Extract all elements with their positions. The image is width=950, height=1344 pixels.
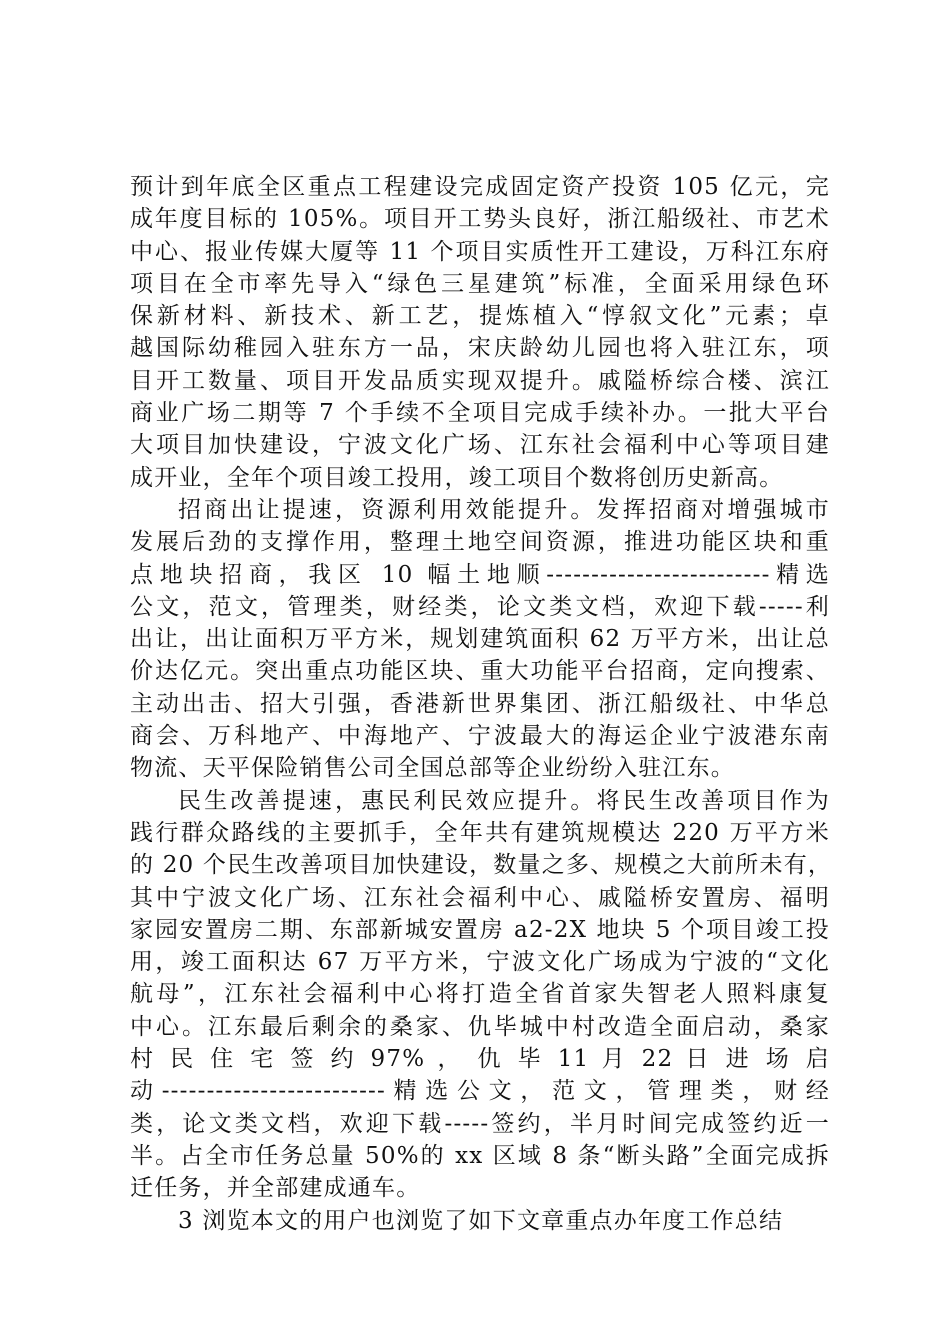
text-line: 其中宁波文化广场、江东社会福利中心、戚隘桥安置房、福明 bbox=[130, 884, 830, 911]
text-line: 预计到年底全区重点工程建设完成固定资产投资 105 亿元，完 bbox=[130, 174, 830, 200]
text-line: 点地块招商，我区 10 幅土地顺-------------------------精选 bbox=[130, 561, 830, 588]
text-line: 招商出让提速，资源利用效能提升。发挥招商对增强城市 bbox=[178, 496, 830, 523]
text-line: 航母”，江东社会福利中心将打造全省首家失智老人照料康复 bbox=[130, 981, 830, 1008]
paragraph-1 bbox=[130, 171, 830, 494]
text-line: 的 20 个民生改善项目加快建设，数量之多、规模之大前所未有， bbox=[130, 852, 833, 879]
text-line: 商会、万科地产、中海地产、宁波最大的海运企业宁波港东南 bbox=[130, 723, 830, 750]
document-body bbox=[130, 171, 833, 1237]
text-line: 价达亿元。突出重点功能区块、重大功能平台招商，定向搜索、 bbox=[130, 658, 830, 685]
text-line: 民生改善提速，惠民利民效应提升。将民生改善项目作为 bbox=[178, 787, 830, 814]
text-line: 越国际幼稚园入驻东方一品，宋庆龄幼儿园也将入驻江东，项 bbox=[130, 335, 830, 362]
text-line: 类，论文类文档，欢迎下载-----签约，半月时间完成签约近一 bbox=[130, 1110, 830, 1137]
text-line: 中心。江东最后剩余的桑家、仇毕城中村改造全面启动，桑家 bbox=[130, 1013, 830, 1040]
text-line: 项目在全市率先导入“绿色三星建筑”标准，全面采用绿色环 bbox=[130, 270, 830, 297]
text-line: 保新材料、新技术、新工艺，提炼植入“惇叙文化”元素；卓 bbox=[130, 303, 830, 330]
text-line: 用，竣工面积达 67 万平方米，宁波文化广场成为宁波的“文化 bbox=[130, 949, 830, 976]
text-line: 物流、天平保险销售公司全国总部等企业纷纷入驻江东。 bbox=[130, 755, 735, 782]
text-line: 主动出击、招大引强，香港新世界集团、浙江船级社、中华总 bbox=[130, 690, 830, 717]
related-articles-line: 3 浏览本文的用户也浏览了如下文章重点办年度工作总结 bbox=[178, 1207, 784, 1234]
paragraph-2 bbox=[130, 494, 830, 785]
text-line: 商业广场二期等 7 个手续不全项目完成手续补办。一批大平台 bbox=[130, 400, 830, 427]
text-line: 成年度目标的 105%。项目开工势头良好，浙江船级社、市艺术 bbox=[130, 206, 830, 233]
text-line: 大项目加快建设，宁波文化广场、江东社会福利中心等项目建 bbox=[130, 432, 830, 459]
text-line: 中心、报业传媒大厦等 11 个项目实质性开工建设，万科江东府 bbox=[130, 238, 830, 265]
text-line: 迁任务，并全部建成通车。 bbox=[130, 1175, 421, 1202]
paragraph-3 bbox=[130, 785, 833, 1205]
text-line: 半。占全市任务总量 50%的 xx 区域 8 条“断头路”全面完成拆 bbox=[130, 1142, 830, 1169]
text-line: 村 民 住 宅 签 约 97% ， 仇 毕 11 月 22 日 进 场 启 bbox=[130, 1046, 830, 1073]
text-line: 动-------------------------精选公文，范文，管理类，财经 bbox=[130, 1078, 830, 1105]
text-line: 出让，出让面积万平方米，规划建筑面积 62 万平方米，出让总 bbox=[130, 626, 830, 653]
text-line: 家园安置房二期、东部新城安置房 a2-2X 地块 5 个项目竣工投 bbox=[130, 916, 830, 943]
paragraph-4 bbox=[130, 1205, 830, 1237]
text-line: 发展后劲的支撑作用，整理土地空间资源，推进功能区块和重 bbox=[130, 529, 830, 556]
text-line: 成开业，全年个项目竣工投用，竣工项目个数将创历史新高。 bbox=[130, 464, 784, 491]
text-line: 践行群众路线的主要抓手，全年共有建筑规模达 220 万平方米 bbox=[130, 819, 830, 846]
text-line: 目开工数量、项目开发品质实现双提升。戚隘桥综合楼、滨江 bbox=[130, 367, 830, 394]
text-line: 公文，范文，管理类，财经类，论文类文档，欢迎下载-----利 bbox=[130, 593, 830, 620]
